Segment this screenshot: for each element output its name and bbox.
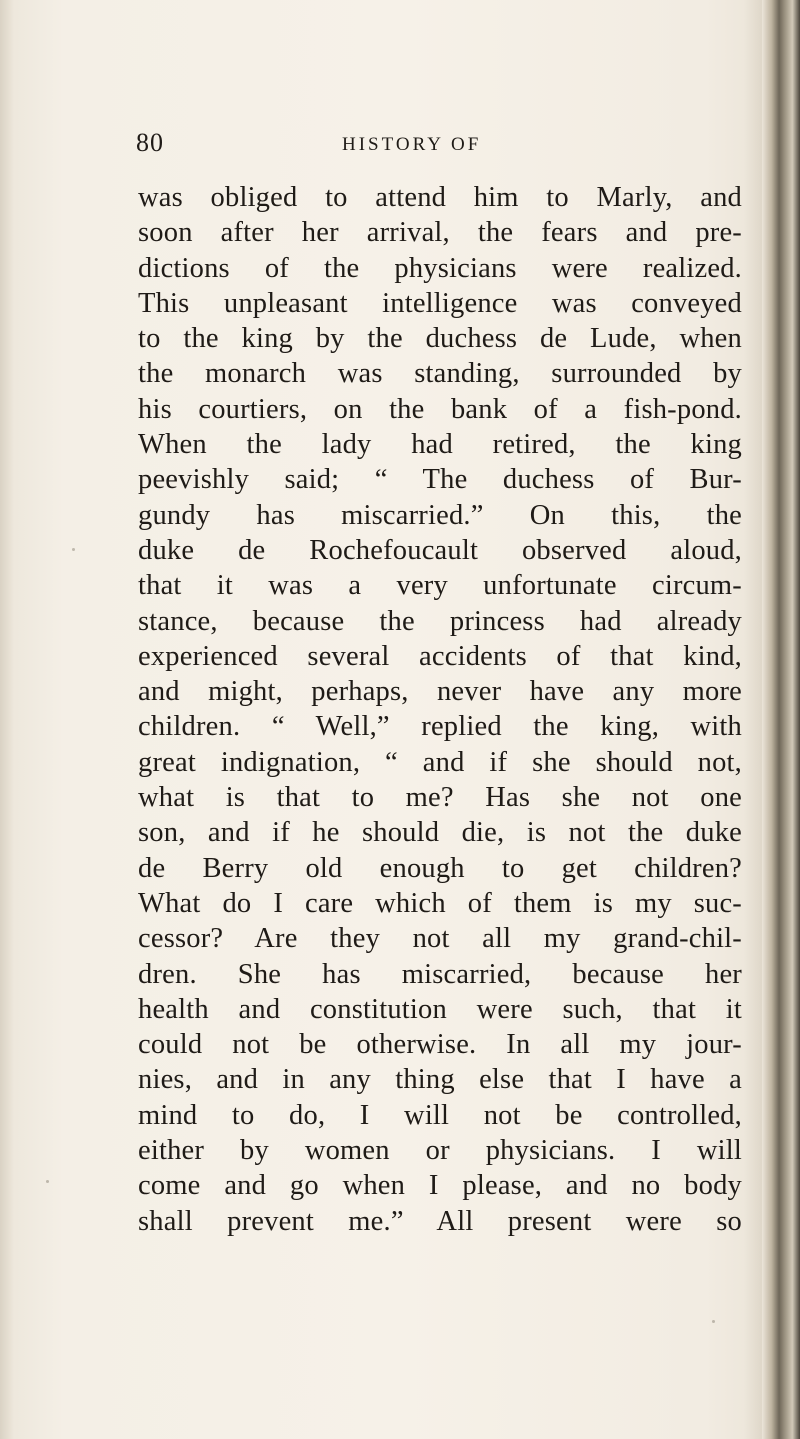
text-line: great indignation, “ and if she should not, [138,746,742,778]
page-left-edge [0,0,14,1439]
paper-speck [712,1320,715,1323]
text-line: what is that to me? Has she not one [138,782,742,814]
text-line: the monarch was standing, surrounded by [138,358,742,390]
text-line: When the lady had retired, the king [138,429,742,461]
text-line: What do I care which of them is my suc- [138,887,742,919]
page-gutter-shadow [744,0,762,1439]
paper-speck [46,1180,49,1183]
text-line: son, and if he should die, is not the duke [138,817,742,849]
text-line: either by women or physicians. I will [138,1135,742,1167]
text-line: peevishly said; “ The duchess of Bur- [138,464,742,496]
text-line: shall prevent me.” All present were so [138,1205,742,1237]
text-line: de Berry old enough to get children? [138,852,742,884]
text-line: cessor? Are they not all my grand-chil- [138,923,742,955]
text-line: experienced several accidents of that kind, [138,640,742,672]
text-line: dictions of the physicians were realized. [138,252,742,284]
text-line: come and go when I please, and no body [138,1170,742,1202]
text-line: duke de Rochefoucault observed aloud, [138,534,742,566]
page-number: 80 [136,128,164,157]
text-line: gundy has miscarried.” On this, the [138,499,742,531]
paper-speck [72,548,75,551]
text-line: could not be otherwise. In all my jour- [138,1029,742,1061]
text-line: stance, because the princess had already [138,605,742,637]
text-line: children. “ Well,” replied the king, with [138,711,742,743]
running-head: HISTORY OF [342,134,482,155]
text-line: dren. She has miscarried, because her [138,958,742,990]
text-line: health and constitution were such, that it [138,993,742,1025]
text-line: that it was a very unfortunate circum- [138,570,742,602]
text-line: This unpleasant intelligence was conveyed [138,287,742,319]
text-line: nies, and in any thing else that I have a [138,1064,742,1096]
page-right-edge [762,0,800,1439]
body-text [138,180,742,1239]
text-line: was obliged to attend him to Marly, and [138,182,742,213]
text-line: to the king by the duchess de Lude, when [138,323,742,355]
text-line: and might, perhaps, never have any more [138,676,742,708]
text-line: his courtiers, on the bank of a fish-pond. [138,393,742,425]
page-header [0,128,800,168]
text-line: mind to do, I will not be controlled, [138,1099,742,1131]
text-line: soon after her arrival, the fears and pre- [138,217,742,249]
